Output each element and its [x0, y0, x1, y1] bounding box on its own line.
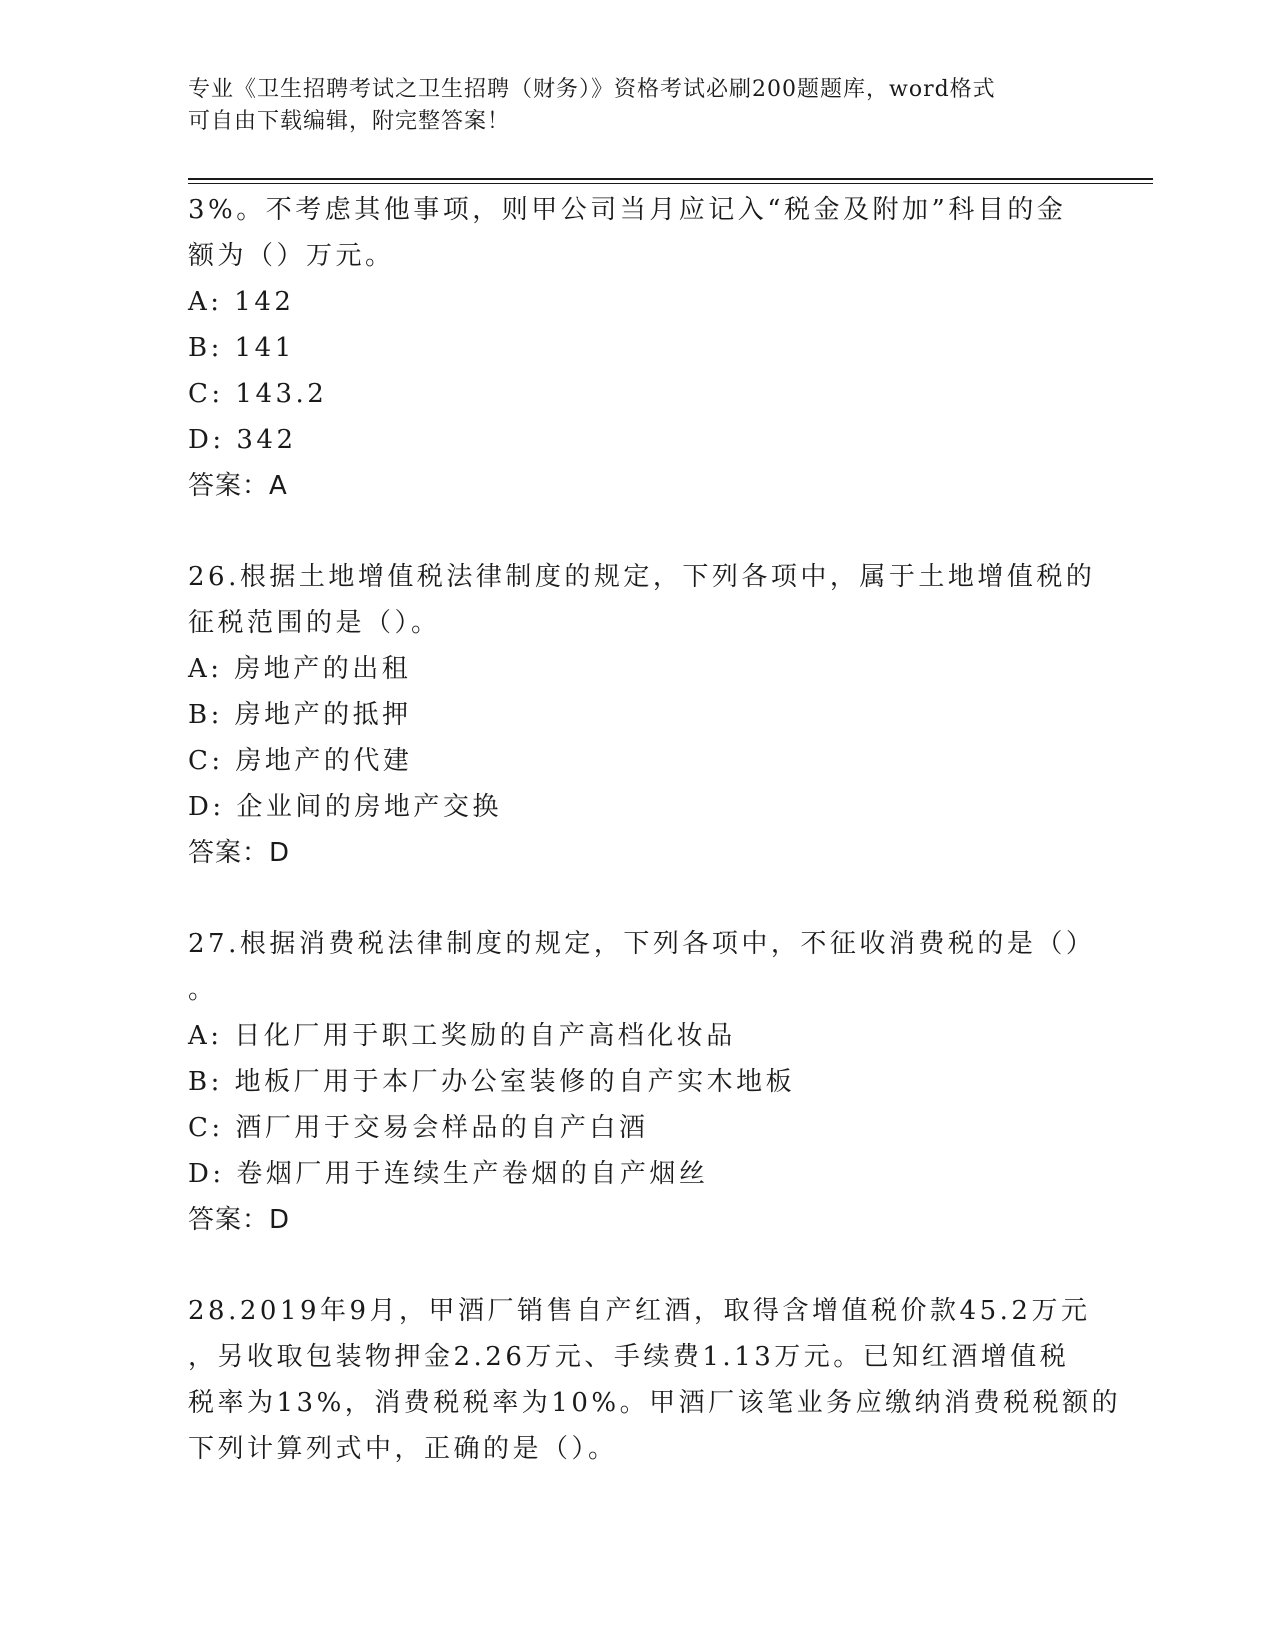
- option-b: B: 141: [188, 333, 295, 363]
- answer-text: 答案：D: [188, 1205, 291, 1235]
- question-stem-line: 27.根据消费税法律制度的规定，下列各项中，不征收消费税的是（）: [188, 929, 1096, 959]
- question-stem-line: 征税范围的是（）。: [188, 608, 441, 638]
- question-stem-line: 26.根据土地增值税法律制度的规定，下列各项中，属于土地增值税的: [188, 562, 1096, 592]
- option-a: A: 日化厂用于职工奖励的自产高档化妆品: [188, 1021, 736, 1051]
- option-c: C: 房地产的代建: [188, 746, 413, 776]
- question-list: [188, 187, 1122, 1472]
- header-line-2: 可自由下载编辑，附完整答案！: [188, 109, 511, 134]
- option-c: C: 143.2: [188, 379, 328, 409]
- question-stem-line: 税率为13%，消费税税率为10%。甲酒厂该笔业务应缴纳消费税税额的: [188, 1388, 1122, 1418]
- option-b: B: 地板厂用于本厂办公室装修的自产实木地板: [188, 1067, 796, 1097]
- question-stem-line: 额为（）万元。: [188, 241, 395, 271]
- header-line-1: 专业《卫生招聘考试之卫生招聘（财务）》资格考试必刷200题题库，word格式: [188, 77, 996, 102]
- question-stem-line: 28.2019年9月，甲酒厂销售自产红酒，取得含增值税价款45.2万元: [188, 1296, 1091, 1326]
- option-d: D: 企业间的房地产交换: [188, 792, 502, 822]
- option-c: C: 酒厂用于交易会样品的自产白酒: [188, 1113, 649, 1143]
- question-28: [188, 1288, 1122, 1472]
- question-stem-line: ，另收取包装物押金2.26万元、手续费1.13万元。已知红酒增值税: [188, 1342, 1070, 1372]
- question-stem-line: 下列计算列式中，正确的是（）。: [188, 1434, 618, 1464]
- option-d: D: 卷烟厂用于连续生产卷烟的自产烟丝: [188, 1159, 709, 1189]
- answer-text: 答案：A: [188, 471, 288, 501]
- option-d: D: 342: [188, 425, 297, 455]
- header-divider-thick: [188, 178, 1153, 180]
- document-header: [188, 74, 1088, 138]
- question-stem-line: 3%。不考虑其他事项，则甲公司当月应记入“税金及附加”科目的金: [188, 195, 1067, 225]
- option-b: B: 房地产的抵押: [188, 700, 412, 730]
- question-stem-line: 。: [188, 975, 218, 1005]
- option-a: A: 房地产的出租: [188, 654, 412, 684]
- question-26: [188, 554, 1096, 876]
- question-27: [188, 921, 1096, 1243]
- question-25: [188, 187, 1088, 509]
- header-divider-thin: [188, 183, 1153, 184]
- option-a: A: 142: [188, 287, 295, 317]
- answer-text: 答案：D: [188, 838, 291, 868]
